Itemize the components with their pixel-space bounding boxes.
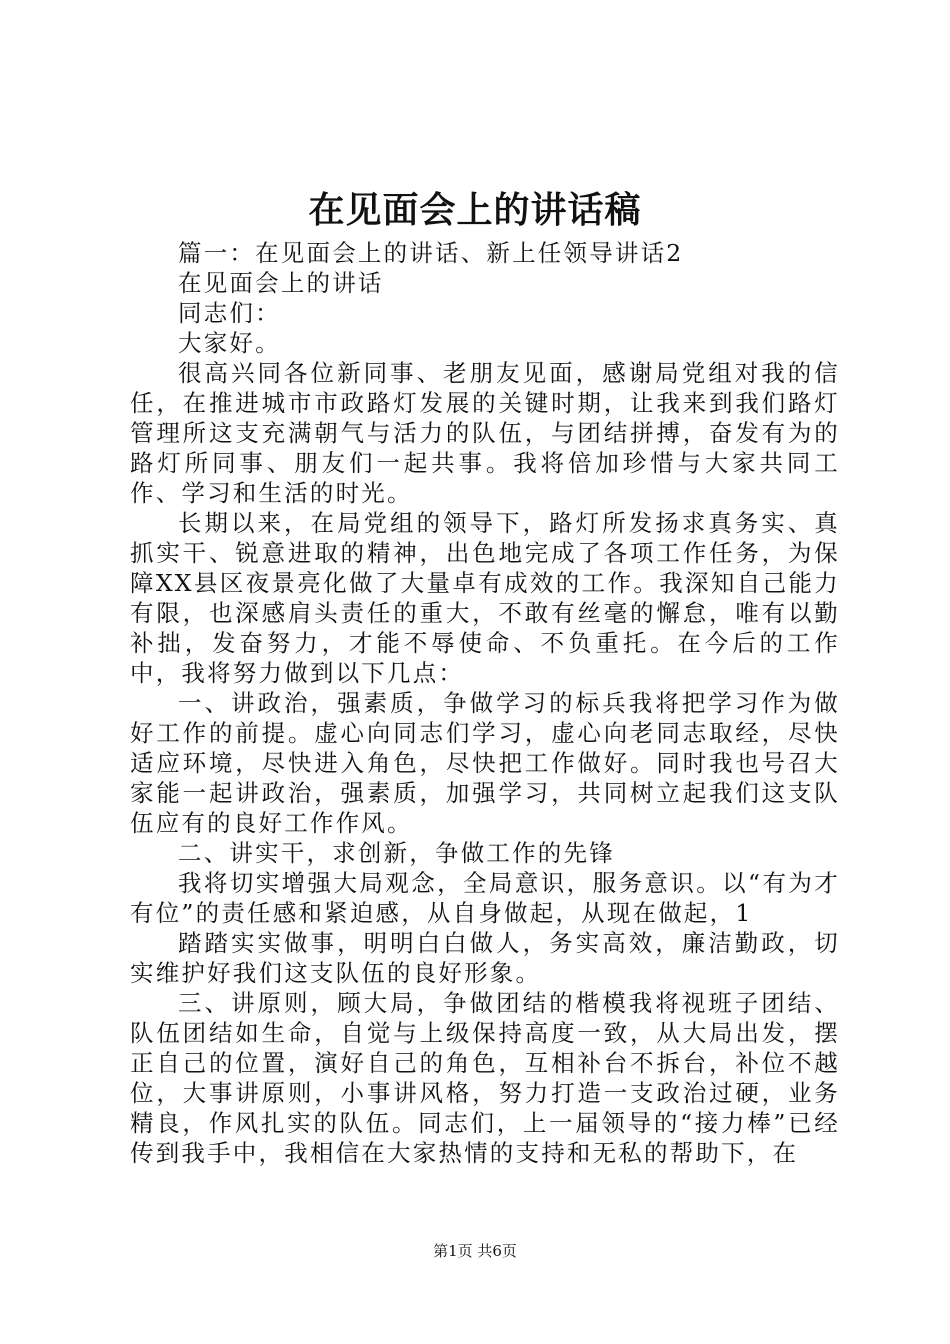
page-number-footer: 第1页 共6页	[433, 1242, 517, 1260]
paragraph-point-2-continued: 踏踏实实做事，明明白白做人，务实高效，廉洁勤政，切实维护好我们这支队伍的良好形象。	[130, 929, 840, 987]
paragraph-point-2-heading: 二、讲实干，求创新，争做工作的先锋	[178, 839, 615, 867]
paragraph-point-2-body: 我将切实增强大局观念，全局意识，服务意识。以“有为才有位”的责任感和紧迫感，从自身做起，从现在做起，1	[130, 869, 840, 927]
paragraph-intro: 很高兴同各位新同事、老朋友见面，感谢局党组对我的信任，在推进城市市政路灯发展的关键时期，让我来到我们路灯管理所这支充满朝气与活力的队伍，与团结拼搏，奋发有为的路灯所同事、朋友们一起共事。我将倍加珍惜与大家共同工作、学习和生活的时光。	[130, 359, 840, 507]
document-title: 在见面会上的讲话稿	[308, 189, 642, 231]
paragraph-subtitle: 在见面会上的讲话	[178, 269, 384, 297]
paragraph-greeting: 大家好。	[178, 329, 281, 357]
paragraph-point-1: 一、讲政治，强素质，争做学习的标兵我将把学习作为做好工作的前提。虚心向同志们学习，虚心向老同志取经，尽快适应环境，尽快进入角色，尽快把工作做好。同时我也号召大家能一起讲政治，强素质，加强学习，共同树立起我们这支队伍应有的良好工作作风。	[130, 689, 840, 837]
paragraph-salutation: 同志们：	[178, 299, 281, 327]
document-body	[130, 238, 840, 1168]
paragraph-point-3: 三、讲原则，顾大局，争做团结的楷模我将视班子团结、队伍团结如生命，自觉与上级保持高度一致，从大局出发，摆正自己的位置，演好自己的角色，互相补台不拆台，补位不越位，大事讲原则，小事讲风格，努力打造一支政治过硬，业务精良，作风扎实的队伍。同志们，上一届领导的“接力棒”已经传到我手中，我相信在大家热情的支持和无私的帮助下，在	[130, 989, 840, 1167]
paragraph-heading-1: 篇一：在见面会上的讲话、新上任领导讲话2	[178, 239, 684, 267]
paragraph-background: 长期以来，在局党组的领导下，路灯所发扬求真务实、真抓实干、锐意进取的精神，出色地完成了各项工作任务，为保障XX县区夜景亮化做了大量卓有成效的工作。我深知自己能力有限，也深感肩头责任的重大，不敢有丝毫的懈怠，唯有以勤补拙，发奋努力，才能不辱使命、不负重托。在今后的工作中，我将努力做到以下几点：	[130, 509, 840, 687]
